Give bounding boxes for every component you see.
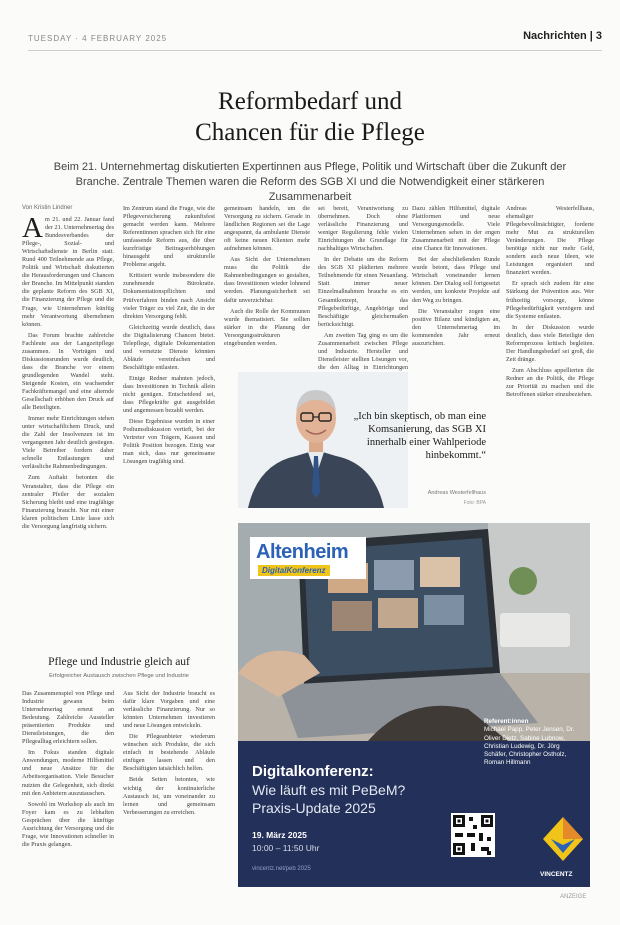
article-paragraph: Im Fokus standen digitale Anwendungen, moderne Hilfsmittel und neue Ansätze für die Arbeitsorganisation. Viele Besucher nutzten die Gelegenheit, sich direkt mit den Anbietern auszutauschen. [22, 749, 114, 797]
vincentz-logo-icon [541, 815, 585, 867]
sub-article-title: Pflege und Industrie gleich auf [48, 656, 190, 668]
article-paragraph: Beide Seiten betonten, wie wichtig der kontinuierliche Austausch ist, um voneinander zu lernen und gemeinsam Verbesserungen zu erreichen. [123, 776, 215, 816]
article-paragraph: Die Pflegeanbieter wiederum wünschen sich Produkte, die sich einfach in bestehende Abläufe einfügen lassen und den Beschäftigten tatsächlich helfen. [123, 733, 215, 773]
sub-article-teaser: Erfolgreicher Austausch zwischen Pflege und Industrie [49, 673, 189, 679]
article-paragraph: Dazu zählen Hilfsmittel, digitale Plattformen und neue Versorgungsmodelle. Viele Unternehmen sehen in der engen Zusammenarbeit mit der Pflege eine Chance für Innovationen. [412, 205, 500, 253]
article-paragraph: Das Forum brachte zahlreiche Fachleute aus der Langzeitpflege zusammen. In Vorträgen und Diskussionsrunden wurde deutlich, dass die Branche vor einem grundlegenden Wandel steht. Steigende Kosten, ein wachsender Fachkräftemangel und eine alternde Gesellschaft erhöhen den Druck auf alle Beteiligten. [22, 331, 114, 412]
photo-caption: Andreas Westerfellhaus [427, 490, 486, 496]
headline [40, 86, 580, 148]
article-paragraph: Aus Sicht der Unternehmen muss die Politik die Rahmenbedingungen so gestalten, dass Investitionen wieder lohnend werden. Planungssicherheit sei dafür unverzichtbar. [224, 256, 310, 304]
article-column-1 [22, 205, 114, 641]
article-paragraph: Einige Redner mahnten jedoch, dass Investitionen in Technik allein nicht genügen. Entscheidend sei, dass Pflegekräfte gut ausgebildet und angemessen bezahlt werden. [123, 374, 215, 415]
article-paragraph: Im Zentrum stand die Frage, wie die Pflegeversicherung zukunftsfest gemacht werden kann. Mehrere Referentinnen sprachen sich für eine umfassende Reform aus, die über kurzfristige Beitragserhöhungen hinausgeht und strukturelle Probleme angeht. [123, 205, 215, 269]
article-paragraph: In der Diskussion wurde deutlich, dass viele Beteiligte den Reformprozess kritisch begleiten. Der Handlungsbedarf sei groß, die Zeit dränge. [506, 323, 594, 363]
article-paragraph: Sowohl im Workshop als auch im Foyer kam es zu lebhaften Gesprächen über die künftige Ausrichtung der Versorgung und die Frage, wie Innovationen schneller in die Praxis gelangen. [22, 800, 114, 848]
article-paragraph: Am 21. und 22. Januar fand der 21. Unternehmertag des Bundesverbandes der Pflege-, Sozial- und Wirtschaftsdienste in Berlin statt. Rund 400 Teilnehmende aus Pflege, Politik und Wirtschaft diskutierten die Herausforderungen und Chancen der Branche. Im Mittelpunkt standen die geplante Reform des SGB XI, die Finanzierung der Pflege und die Frage, wie Unternehmen künftig mehr Verantwortung übernehmen können. [22, 212, 114, 328]
sub-article-column-2 [123, 690, 215, 888]
article-column-5 [412, 205, 500, 403]
article-paragraph: In der Debatte um die Reform des SGB XI plädierten mehrere Teilnehmende für einen Neuanfang. Statt immer neuer Einzelmaßnahmen brauche es ein Gesamtkonzept, das Pflegebedürftige, Angehörige und Beschäftigte gleichermaßen berücksichtigt. [318, 256, 408, 328]
ad-subtitle: Wie läuft es mit PeBeM? [252, 782, 406, 798]
article-paragraph: Das Zusammenspiel von Pflege und Industrie gewann beim Unternehmertag erneut an Bedeutung. Zahlreiche Aussteller präsentierten Produkte und Dienstleistungen, die den Pflegealltag erleichtern sollen. [22, 690, 114, 746]
ad-speakers-list: Michael Papp, Peter Jensen, Dr. Oliver Dietz, Sabine Lubnow, Christian Ludewig, Dr. Jörg Schäfer, Christopher Ostholz, Roman Hillmann [484, 726, 575, 767]
article-paragraph: Die Veranstalter zogen eine positive Bilanz und kündigten an, den Unternehmertag im kommenden Jahr erneut auszurichten. [412, 307, 500, 347]
header-date: TUESDAY · 4 FEBRUARY 2025 [28, 34, 168, 43]
headline-line-1: Reformbedarf und [218, 88, 402, 115]
photo-credit: Foto: BPA [463, 500, 486, 506]
article-paragraph: Andreas Westerfellhaus, ehemaliger Pflegebevollmächtigter, forderte mehr Mut zu strukturellen Veränderungen. Die Pflege benötige nicht nur mehr Geld, sondern auch neue Ideen, wie Leistungen organisiert und finanziert werden. [506, 205, 594, 277]
sub-article-column-1 [22, 690, 114, 888]
article-paragraph: Bei der abschließenden Runde wurde betont, dass Pflege und Wirtschaft voneinander lernen können. Der Dialog soll fortgesetzt werden, um konkrete Projekte auf den Weg zu bringen. [412, 256, 500, 304]
section-label: Nachrichten | 3 [523, 30, 602, 42]
qr-code-graphic [451, 813, 495, 857]
ad-advertiser-name: VINCENTZ [540, 871, 573, 878]
byline: Von Kristin Lindner [22, 205, 73, 211]
ad-label: ANZEIGE [560, 894, 587, 900]
pull-quote: „Ich bin skeptisch, ob man eine Komsanierung, das SGB XI innerhalb einer Wahlperiode hinbekommt.“ [353, 411, 486, 461]
article-paragraph: Kritisiert wurde insbesondere die zunehmende Bürokratie. Dokumentationspflichten und Prüfverfahren binden nach Ansicht vieler Träger zu viel Zeit, die in der direkten Versorgung fehlt. [123, 272, 215, 320]
ad-speakers-label: Referent:innen [484, 718, 529, 725]
article-paragraph: Aus Sicht der Industrie braucht es dafür klare Vorgaben und eine verlässliche Finanzierung. Nur so könnten Unternehmen investieren und neue Lösungen entwickeln. [123, 690, 215, 730]
article-paragraph: Diese Ergebnisse wurden in einer Podiumsdiskussion vertieft, bei der Vertreter von Trägern, Kassen und Politik Position bezogen. Einig war man sich, dass nur gemeinsame Lösungen tragfähig sind. [123, 418, 215, 466]
article-paragraph: Zum Auftakt betonten die Veranstalter, dass die Pflege ein zentraler Pfeiler der sozialen Sicherung bleibt und eine tragfähige Finanzierung braucht. Nur mit einer klaren politischen Linie lasse sich die Versorgung langfristig sichern. [22, 474, 114, 530]
article-paragraph: gemeinsam handeln, um die Versorgung zu sichern. Gerade in ländlichen Regionen sei die Lage angespannt, da ambulante Dienste oft keine neuen Klienten mehr aufnehmen können. [224, 205, 310, 253]
ad-brand-logo [250, 537, 366, 579]
ad-date: 19. März 2025 [252, 830, 307, 840]
article-column-6 [506, 205, 594, 509]
dropcap: A [22, 212, 43, 244]
ad-speakers [484, 718, 584, 788]
headline-line-2: Chancen für die Pflege [195, 119, 425, 146]
page-header [28, 30, 602, 51]
advertisement[interactable] [238, 523, 590, 887]
ad-brand-subtitle: DigitalKonferenz [258, 565, 330, 576]
article-paragraph: Auch die Rolle der Kommunen wurde thematisiert. Sie sollten stärker in die Planung der Versorgungsstrukturen eingebunden werden. [224, 307, 310, 347]
ad-subtitle-2: Praxis-Update 2025 [252, 800, 376, 816]
article-column-4 [318, 205, 408, 369]
qr-code-icon[interactable] [451, 813, 495, 857]
teaser: Beim 21. Unternehmertag diskutierten Expertinnen aus Pflege, Politik und Wirtschaft über die Zukunft der Branche. Zentrale Themen waren die Reform des SGB XI und die Notwendigkeit einer stärkeren Zusammenarbeit [53, 161, 567, 203]
ad-url[interactable]: vincentz.net/peb 2025 [252, 866, 311, 872]
article-paragraph: Am zweiten Tag ging es um die Zusammenarbeit zwischen Pflege und Industrie. Hersteller und Dienstleister stellten Lösungen vor, die den Alltag in Einrichtungen [318, 331, 408, 371]
article-paragraph: Gleichzeitig wurde deutlich, dass die Digitalisierung Chancen bietet. Telepflege, digitale Dokumentation und vernetzte Dienste könnten Abläufe vereinfachen und Beschäftigte entlasten. [123, 323, 215, 371]
article-paragraph: Zum Abschluss appellierten die Redner an die Politik, die Pflege zur Priorität zu machen und die Betroffenen stärker einzubeziehen. [506, 366, 594, 399]
ad-title: Digitalkonferenz: [252, 763, 374, 780]
article-column-2 [123, 205, 215, 641]
article-paragraph: sei bereit, Verantwortung zu übernehmen. Doch ohne verlässliche Finanzierung und weniger Regulierung fehle vielen Einrichtungen die Grundlage für nachhaltiges Wirtschaften. [318, 205, 408, 253]
article-paragraph: Immer mehr Einrichtungen stehen unter wirtschaftlichem Druck, und die Zahl der Insolvenzen ist im vergangenen Jahr deutlich gestiegen. Viele Betreiber fordern daher schnelle Entlastungen und verlässliche Rahmenbedingungen. [22, 415, 114, 471]
article-paragraph: Er sprach sich zudem für eine Stärkung der Prävention aus. Wer frühzeitig vorsorge, könne Pflegebedürftigkeit verzögern und die Systeme entlasten. [506, 280, 594, 320]
ad-time: 10:00 – 11:50 Uhr [252, 843, 320, 853]
ad-brand-name: Altenheim [256, 541, 349, 563]
